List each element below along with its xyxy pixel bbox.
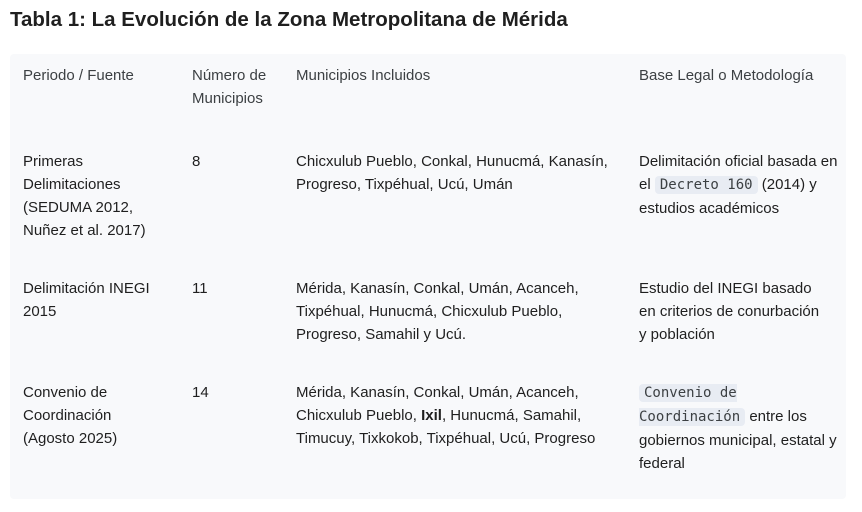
row3-numero: 14	[192, 384, 209, 401]
row3-municipios-post: , Hunucmá, Samahil, Timucuy, Tixkokob, Tixpéhual, Ucú, Progreso	[296, 407, 596, 447]
row1-numero: 8	[192, 153, 201, 170]
row1-base-post: (2014) y estudios académicos	[639, 176, 817, 217]
row3-municipios-pre: Mérida, Kanasín, Conkal, Umán, Acanceh, Chicxulub Pueblo,	[296, 384, 579, 424]
table-title: Tabla 1: La Evolución de la Zona Metropolitana de Mérida	[10, 8, 568, 31]
row1-periodo: Primeras Delimitaciones (SEDUMA 2012, Nuñez et al. 2017)	[23, 153, 146, 239]
row1-base	[639, 150, 839, 220]
header-periodo: Periodo / Fuente	[23, 67, 134, 84]
row3-base	[639, 381, 839, 475]
row3-periodo: Convenio de Coordinación (Agosto 2025)	[23, 384, 118, 447]
row2-municipios: Mérida, Kanasín, Conkal, Umán, Acanceh, Tixpéhual, Hunucmá, Chicxulub Pueblo, Progreso, Samahil y Ucú.	[296, 280, 579, 343]
row1-base-pre: Delimitación oficial basada en el	[639, 153, 838, 193]
row3-municipios	[296, 381, 614, 450]
header-municipios: Municipios Incluidos	[296, 67, 431, 84]
table	[10, 54, 846, 499]
row3-base-post: entre los gobiernos municipal, estatal y federal	[639, 408, 837, 472]
header-numero: Número de Municipios	[192, 67, 267, 107]
header-base: Base Legal o Metodología	[639, 67, 814, 84]
row2-periodo: Delimitación INEGI 2015	[23, 280, 150, 320]
row2-base: Estudio del INEGI basado en criterios de conurbación y población	[639, 280, 820, 343]
row1-municipios: Chicxulub Pueblo, Conkal, Hunucmá, Kanasín, Progreso, Tixpéhual, Ucú, Umán	[296, 153, 608, 193]
row2-numero: 11	[192, 280, 208, 297]
row1-base-code: Decreto 160	[655, 176, 758, 194]
row3-municipios-bold: Ixil	[421, 407, 442, 424]
row3-base-code: Convenio de Coordinación	[639, 384, 745, 426]
